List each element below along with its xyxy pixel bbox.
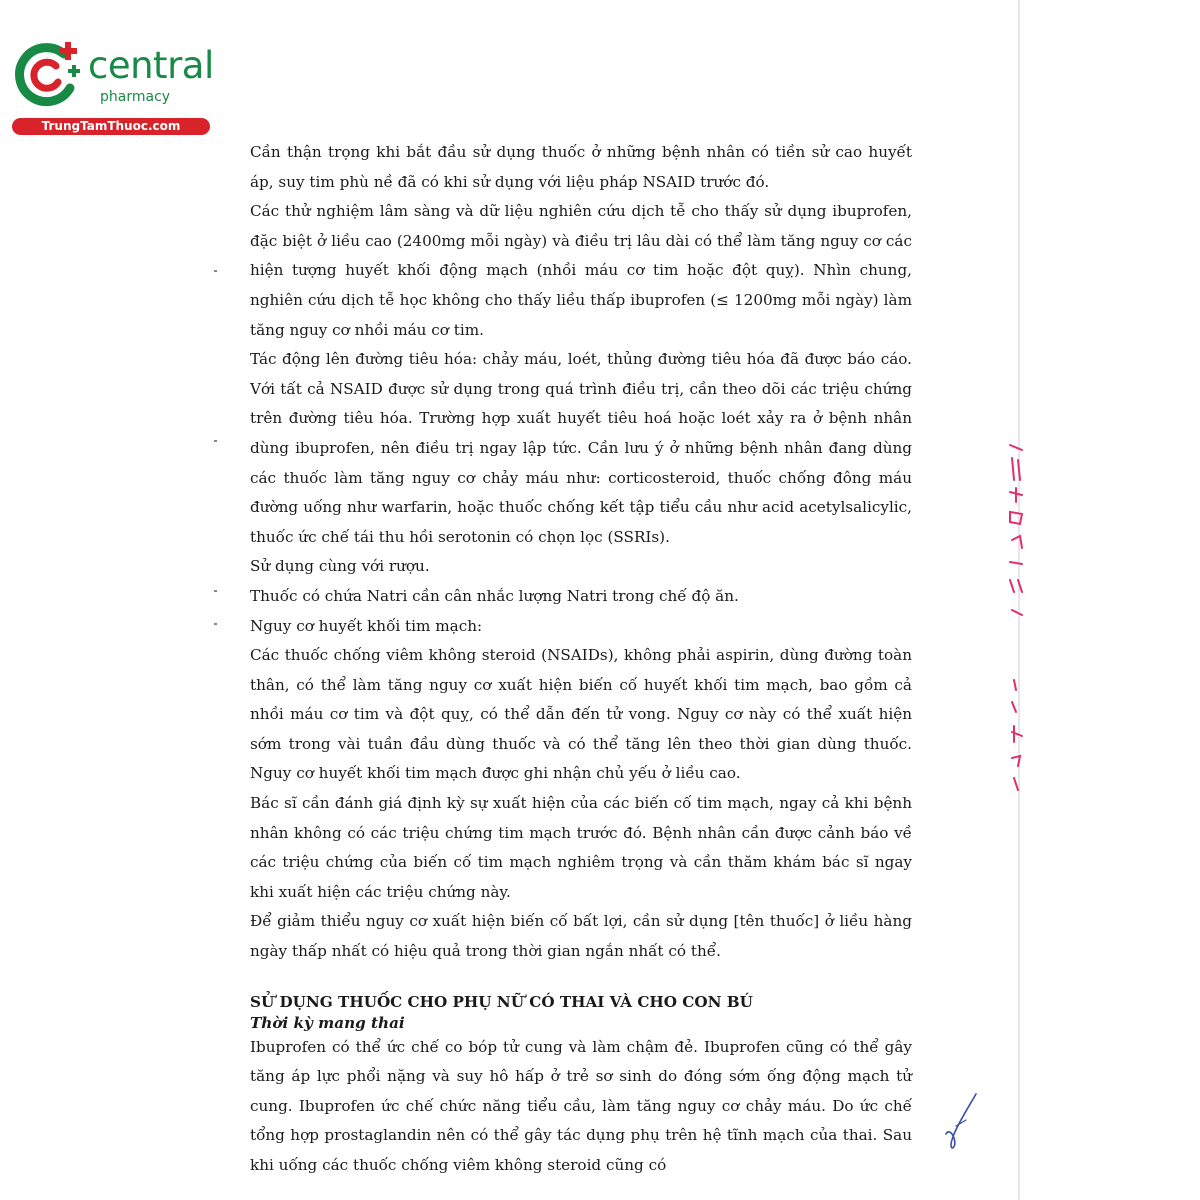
central-pharmacy-logo-icon bbox=[12, 38, 86, 112]
paragraph-nsaids-risk: Các thuốc chống viêm không steroid (NSAIDs), không phải aspirin, dùng đường toàn thân, có thể làm tăng nguy cơ xuất hiện biến cố huyết khối tim mạch, bao gồm cả nhồi máu cơ tim và đột quỵ, có thể dẫn đến tử vong. Nguy cơ này có thể xuất hiện sớm trong vài tuần đầu dùng thuốc và có thể tăng lên theo thời gian dùng thuốc. Nguy cơ huyết khối tim mạch được ghi nhận chủ yếu ở liều cao. bbox=[250, 646, 912, 783]
handwritten-stamp-icon bbox=[1000, 440, 1030, 800]
document-body bbox=[250, 138, 912, 1181]
paragraph-pregnancy: Ibuprofen có thể ức chế co bóp tử cung và làm chậm đẻ. Ibuprofen cũng có thể gây tăng áp lực phổi nặng và suy hô hấp ở trẻ sơ sinh do đóng sớm ống động mạch tử cung. Ibuprofen ức chế chức năng tiểu cầu, làm tăng nguy cơ chảy máu. Do ức chế tổng hợp prostaglandin nên có thể gây tác dụng phụ trên hệ tĩnh mạch của thai. Sau khi uống các thuốc chống viêm không steroid cũng có bbox=[250, 1037, 912, 1174]
scan-mark bbox=[214, 270, 217, 272]
paragraph-alcohol: Sử dụng cùng với rượu. bbox=[250, 557, 430, 576]
scan-mark bbox=[214, 440, 217, 442]
signature-icon bbox=[942, 1090, 982, 1150]
logo-name: central bbox=[88, 44, 214, 87]
logo-subtitle: pharmacy bbox=[100, 89, 171, 105]
paragraph-sodium: Thuốc có chứa Natri cần cân nhắc lượng Natri trong chế độ ăn. bbox=[250, 586, 739, 605]
scan-mark bbox=[214, 590, 217, 592]
section-heading-pregnancy: SỬ DỤNG THUỐC CHO PHỤ NỮ CÓ THAI VÀ CHO CON BÚ bbox=[250, 992, 753, 1011]
logo-url-link[interactable]: TrungTamThuoc.com bbox=[12, 118, 210, 135]
brand-logo[interactable] bbox=[12, 36, 212, 136]
paragraph-minimize-risk: Để giảm thiểu nguy cơ xuất hiện biến cố bất lợi, cần sử dụng [tên thuốc] ở liều hàng ngày thấp nhất có hiệu quả trong thời gian ngắn nhất có thể. bbox=[250, 912, 912, 961]
paragraph-gastrointestinal: Tác động lên đường tiêu hóa: chảy máu, loét, thủng đường tiêu hóa đã được báo cáo. Với tất cả NSAID được sử dụng trong quá trình điều trị, cần theo dõi các triệu chứng trên đường tiêu hóa. Trường hợp xuất huyết tiêu hoá hoặc loét xảy ra ở bệnh nhân dùng ibuprofen, nên điều trị ngay lập tức. Cần lưu ý ở những bệnh nhân đang dùng các thuốc làm tăng nguy cơ chảy máu như: corticosteroid, thuốc chống đông máu đường uống như warfarin, hoặc thuốc chống kết tập tiểu cầu như acid acetylsalicylic, thuốc ức chế tái thu hồi serotonin có chọn lọc (SSRIs). bbox=[250, 350, 912, 546]
paragraph-hypertension-caution: Cần thận trọng khi bắt đầu sử dụng thuốc ở những bệnh nhân có tiền sử cao huyết áp, suy tim phù nề đã có khi sử dụng với liệu pháp NSAID trước đó. bbox=[250, 143, 912, 191]
paragraph-clinical-trials: Các thử nghiệm lâm sàng và dữ liệu nghiên cứu dịch tễ cho thấy sử dụng ibuprofen, đặc biệt ở liều cao (2400mg mỗi ngày) và điều trị lâu dài có thể làm tăng nguy cơ các hiện tượng huyết khối động mạch (nhồi máu cơ tim hoặc đột quỵ). Nhìn chung, nghiên cứu dịch tễ học không cho thấy liều thấp ibuprofen (≤ 1200mg mỗi ngày) làm tăng nguy cơ nhồi máu cơ tim. bbox=[250, 202, 912, 339]
scan-mark bbox=[214, 623, 217, 625]
paragraph-doctor-evaluation: Bác sĩ cần đánh giá định kỳ sự xuất hiện của các biến cố tim mạch, ngay cả khi bệnh nhân không có các triệu chứng tim mạch trước đó. Bệnh nhân cần được cảnh báo về các triệu chứng của biến cố tim mạch nghiêm trọng và cần thăm khám bác sĩ ngay khi xuất hiện các triệu chứng này. bbox=[250, 794, 912, 901]
paragraph-cardio-risk-title: Nguy cơ huyết khối tim mạch: bbox=[250, 616, 483, 635]
sub-heading-pregnancy-period: Thời kỳ mang thai bbox=[250, 1013, 405, 1032]
